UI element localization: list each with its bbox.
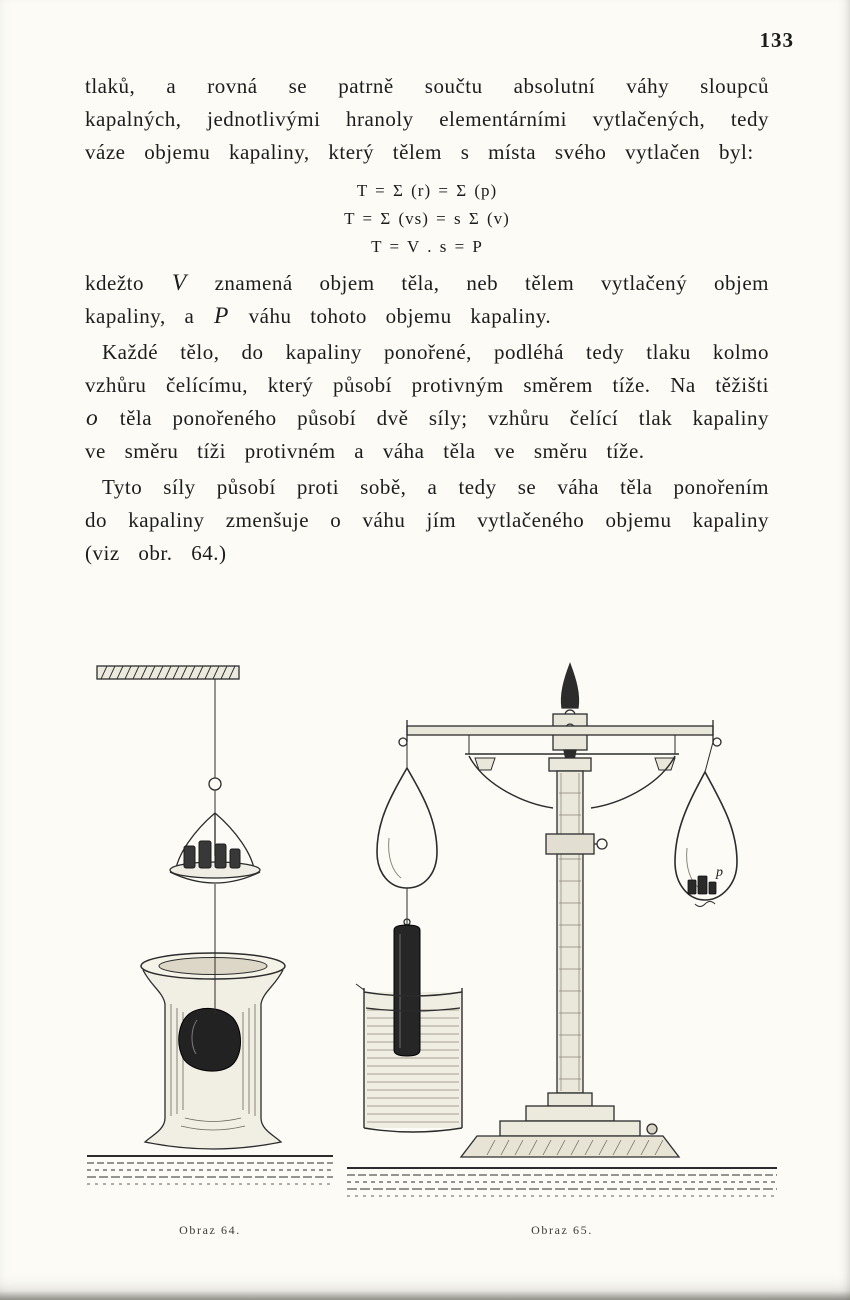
variable-V: V	[171, 270, 187, 296]
paragraph-3	[85, 336, 769, 468]
paragraph-4: Tyto síly působí proti sobě, a tedy se váha těla ponořením do kapaliny zmenšuje o váhu jím vytlačeného objemu kapaliny (viz obr. 64.)	[85, 475, 769, 565]
figure-65-illustration	[347, 658, 777, 1213]
figure-64	[85, 658, 335, 1238]
formula-line-2: T = Σ (vs) = s Σ (v)	[344, 209, 510, 228]
figure-64-caption: Obraz 64.	[179, 1223, 241, 1237]
text-segment: znamená objem těla, neb tělem vytlačený objem kapaliny, a	[85, 271, 769, 328]
page-number: 133	[759, 28, 794, 52]
scan-edge-artifact	[0, 1291, 850, 1300]
text-segment: váhu tohoto objemu kapaliny.	[229, 304, 552, 328]
figure-65-caption: Obraz 65.	[531, 1223, 593, 1237]
variable-o: o	[86, 405, 99, 431]
text-block	[85, 70, 769, 570]
figures-row	[85, 658, 777, 1238]
formula-line-1: T = Σ (r) = Σ (p)	[356, 181, 498, 200]
formula-line-3: T = V . s = P	[371, 237, 483, 256]
paragraph-2	[85, 267, 769, 333]
variable-P: P	[214, 303, 229, 329]
figure-65	[347, 658, 777, 1238]
paragraph-1: tlaků, a rovná se patrně součtu absolutní váhy sloupců kapalných, jednotlivými hranoly elementárními vytlačených, tedy váze objemu kapaliny, který tělem s místa svého vytlačen byl:	[85, 74, 769, 164]
text-segment: kdežto	[85, 271, 171, 295]
figure-64-illustration	[85, 658, 335, 1213]
text-segment: Každé tělo, do kapaliny ponořené, podléhá tedy tlaku kolmo vzhůru čelícímu, který působí protivným směrem tíže. Na těžišti	[85, 340, 769, 397]
weight-label-p: p	[716, 865, 723, 880]
formula-block	[85, 177, 769, 261]
text-segment: těla ponořeného působí dvě síly; vzhůru čelící tlak kapaliny ve směru tíži protivném a váha těla ve směru tíže.	[85, 406, 769, 463]
